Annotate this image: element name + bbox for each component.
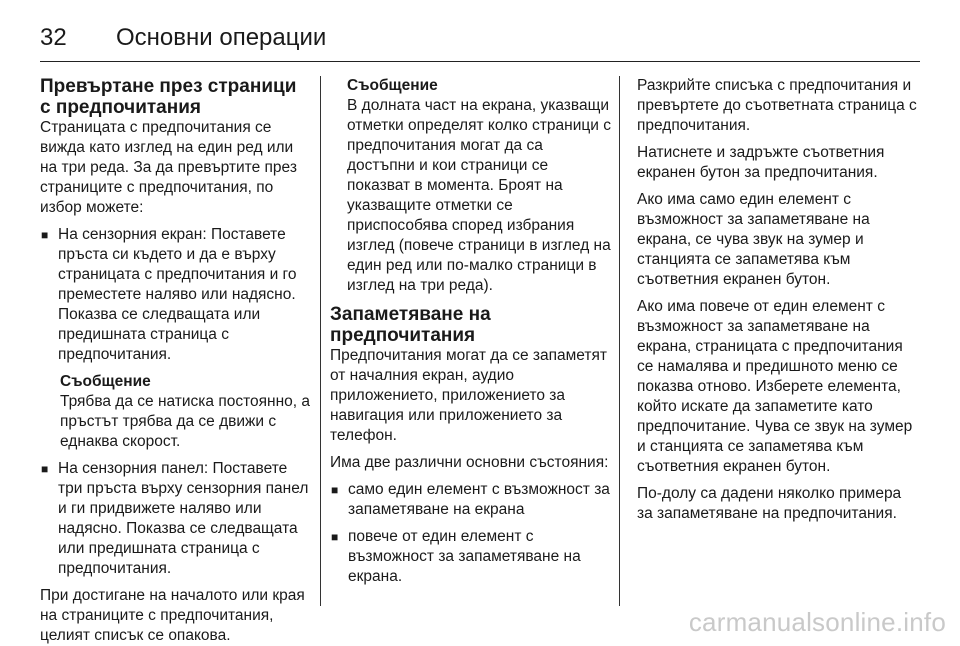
column-3 — [637, 76, 920, 531]
note-box — [40, 372, 312, 452]
column-divider-1 — [320, 76, 321, 606]
bullet-square-icon: ■ — [41, 228, 49, 242]
paragraph-intro: Предпочитания могат да се запаметят от началния екран, аудио приложението, приложението за навигация или приложението за телефон. — [330, 347, 607, 444]
paragraph: Натиснете и задръжте съответния екранен бутон за предпочитания. — [637, 144, 885, 181]
column-1 — [40, 76, 312, 646]
column-2 — [330, 76, 612, 594]
note-body: В долната част на екрана, указващи отметки определят колко страници с предпочитания могат да са достъпни и кои страници се показват в момента. Броят на указващите отметки се приспособява според избрания изглед (повече страници в изглед на един ред или по-малко страници в изглед на три реда). — [347, 97, 611, 294]
paragraph-closing: При достигане на началото или края на страниците с предпочитания, целият списък се опакова. — [40, 587, 305, 644]
column-divider-2 — [619, 76, 620, 606]
list-item — [40, 225, 312, 365]
paragraph: По-долу са дадени няколко примера за запаметяване на предпочитания. — [637, 485, 902, 522]
list-item-text: На сензорния екран: Поставете пръста си където и да е върху страницата с предпочитания и го преместете наляво или надясно. Показва се следващата или предишната страница с предпочитания. — [58, 226, 297, 363]
paragraph-intro: Страницата с предпочитания се вижда като изглед на един ред или на три реда. За да превъртите през страниците с предпочитания, по избор можете: — [40, 119, 297, 216]
note-body: Трябва да се натиска постоянно, а пръстът трябва да се движи с еднаква скорост. — [60, 393, 311, 450]
list-item — [40, 459, 312, 579]
paragraph-states: Има две различни основни състояния: — [330, 454, 609, 471]
watermark: carmanualsonline.info — [688, 607, 946, 637]
note-box — [330, 76, 612, 296]
list-item-text: само един елемент с възможност за запаметяване на екрана — [348, 481, 610, 518]
list-item — [330, 527, 612, 587]
bullet-square-icon: ■ — [331, 483, 339, 497]
header-divider — [40, 61, 920, 62]
page-header — [40, 18, 326, 58]
section-heading-scrolling: Превъртане през страници с предпочитания — [40, 76, 297, 118]
note-title: Съобщение — [60, 373, 151, 390]
paragraph: Ако има само един елемент с възможност за запаметяване на екрана, се чува звук на зумер и станцията се запаметява към съответния екранен бутон. — [637, 191, 870, 288]
paragraph: Разкрийте списъка с предпочитания и превъртете до съответната страница с предпочитания. — [637, 77, 917, 134]
section-heading-storing: Запаметяване на предпочитания — [330, 304, 491, 346]
paragraph: Ако има повече от един елемент с възможност за запаметяване на екрана, страницата с предпочитания се намалява и предишното меню се показва отново. Изберете елемента, който искате да запаметите като предпочитание. Чува се звук на зумер и станцията се запаметява към съответния екранен бутон. — [637, 298, 913, 475]
page-number: 32 — [40, 24, 67, 51]
page-title: Основни операции — [116, 24, 327, 51]
bullet-square-icon: ■ — [41, 462, 49, 476]
list-item-text: повече от един елемент с възможност за запаметяване на екрана. — [348, 528, 581, 585]
bullet-square-icon: ■ — [331, 530, 339, 544]
list-item — [330, 480, 612, 520]
note-title: Съобщение — [347, 77, 438, 94]
list-item-text: На сензорния панел: Поставете три пръста върху сензорния панел и ги придвижете наляво или надясно. Показва се следващата или предишната страница с предпочитания. — [58, 460, 309, 577]
